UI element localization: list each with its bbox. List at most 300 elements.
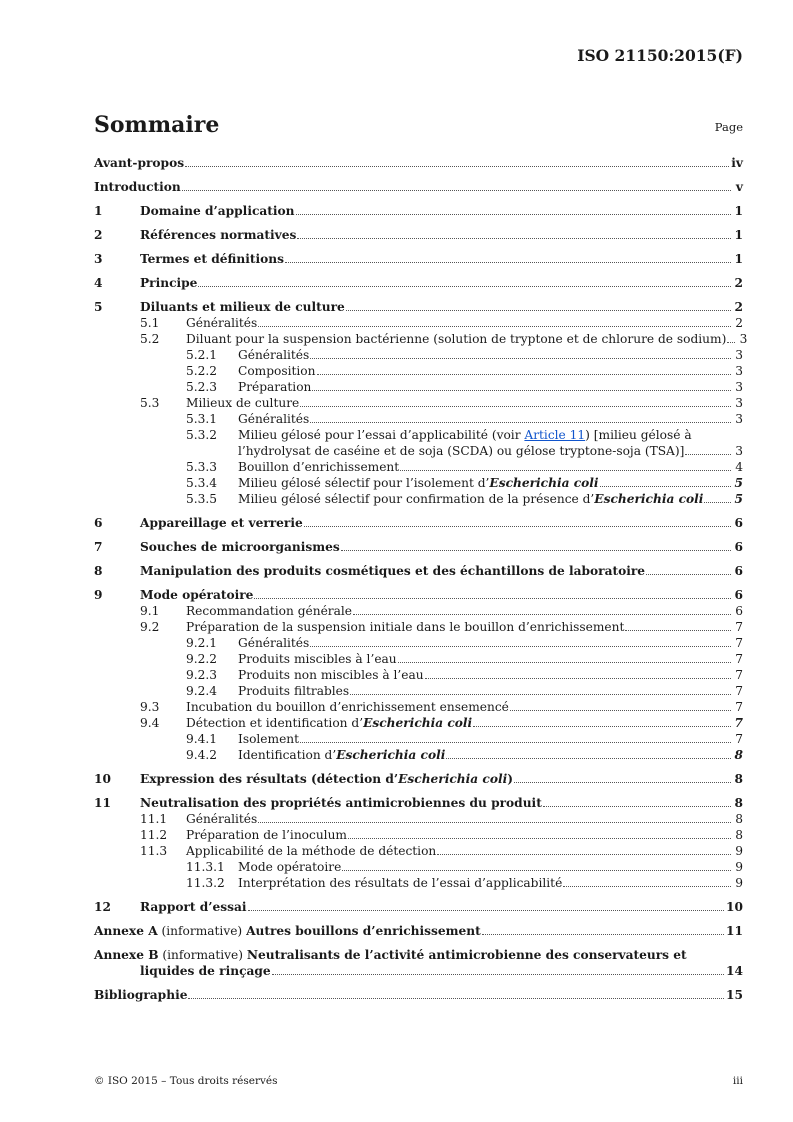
toc-entry-number: 11.3.1 — [186, 860, 225, 874]
toc-entry-line — [186, 843, 743, 859]
toc-entry-number: 9.4.1 — [186, 732, 218, 746]
toc-entry-text-continued: l’hydrolysat de caséine et de soja (SCDA) ou gélose tryptone-soja (TSA)] — [238, 444, 685, 458]
toc-entry[interactable] — [94, 275, 743, 291]
toc-entry[interactable] — [94, 715, 743, 731]
toc-entry-line — [238, 491, 743, 507]
toc-page-number[interactable]: 2 — [735, 316, 743, 330]
dot-leader — [400, 470, 731, 471]
toc-entry-number: 12 — [94, 900, 111, 914]
toc-entry-title — [238, 747, 445, 763]
toc-entry-number: 9.2.2 — [186, 652, 218, 666]
toc-entry-number: 9.2.1 — [186, 636, 218, 650]
dot-leader — [473, 726, 731, 727]
dot-leader — [254, 598, 731, 599]
toc-entry-number: 5.2.1 — [186, 348, 218, 362]
toc-page-number[interactable]: 6 — [734, 564, 743, 578]
toc-entry-text: Diluant pour la suspension bactérienne (solution de tryptone et de chlorure de sodium) — [186, 332, 727, 346]
toc-entry-text: Avant-propos — [94, 156, 185, 170]
toc-entry-text: Bouillon d’enrichissement — [238, 460, 400, 474]
toc-entry-text: Rapport d’essai — [140, 900, 247, 914]
toc-entry-title — [238, 651, 397, 667]
toc-entry-line — [238, 427, 743, 443]
toc-entry-title — [238, 683, 349, 699]
dot-leader — [727, 342, 735, 343]
toc-entry-title — [140, 251, 284, 267]
toc-entry-line — [238, 459, 743, 475]
toc-entry-number: 11.3.2 — [186, 876, 225, 890]
toc-page-number[interactable]: 7 — [735, 684, 743, 698]
toc-entry-title — [238, 475, 599, 491]
toc-entry-number: 9.1 — [140, 604, 160, 618]
dot-leader — [346, 310, 731, 311]
toc-entry-number: 5.2 — [140, 332, 160, 346]
toc-entry-text: Bibliographie — [94, 988, 188, 1002]
toc-entry-title — [140, 771, 513, 787]
toc-entry-line — [94, 179, 743, 195]
toc-entry-number: 5.3 — [140, 396, 160, 410]
annex-title: Neutralisants de l’activité antimicrobienne des conservateurs et — [246, 948, 687, 962]
toc-entry[interactable] — [94, 667, 743, 683]
dot-leader — [185, 166, 729, 167]
toc-entry[interactable] — [94, 651, 743, 667]
toc-entry-text: Produits filtrables — [238, 684, 350, 698]
toc-entry[interactable] — [94, 563, 743, 579]
toc-page-number[interactable]: 9 — [735, 876, 743, 890]
toc-entry-line — [238, 667, 743, 683]
toc-page-number[interactable]: 9 — [735, 860, 743, 874]
toc-entry-number: 5.3.2 — [186, 428, 218, 442]
toc-page-number[interactable]: 1 — [734, 252, 743, 266]
annex-label: Annexe B — [94, 948, 159, 962]
toc-entry-title — [186, 619, 624, 635]
toc-entry[interactable] — [94, 859, 743, 875]
toc-entry-title — [186, 699, 509, 715]
toc-page-number[interactable]: 8 — [735, 828, 743, 842]
dot-leader — [353, 614, 731, 615]
toc-entry-text: ) — [507, 772, 514, 786]
dot-leader — [510, 710, 731, 711]
toc-entry-title — [238, 667, 424, 683]
toc-entry-text: Détection et identification d’ — [186, 716, 364, 730]
toc-entry-text: Manipulation des produits cosmétiques et des échantillons de laboratoire — [140, 564, 646, 578]
toc-entry-text: Principe — [140, 276, 198, 290]
dot-leader — [310, 646, 731, 647]
toc-entry-line — [238, 379, 743, 395]
toc-entry[interactable] — [94, 699, 743, 715]
toc-entry[interactable] — [94, 179, 743, 195]
dot-leader — [310, 358, 731, 359]
toc-page-number[interactable]: 9 — [735, 844, 743, 858]
toc-entry-title — [94, 987, 187, 1003]
toc-page-number[interactable]: 3 — [735, 348, 743, 362]
toc-entry[interactable] — [94, 811, 743, 827]
toc-entry-number: 9.2.3 — [186, 668, 218, 682]
species-name: Escherichia coli — [336, 748, 446, 762]
toc-entry-number: 8 — [94, 564, 103, 578]
table-of-contents — [94, 155, 748, 1003]
toc-entry[interactable] — [94, 899, 743, 915]
annex-note: (informative) — [158, 948, 247, 962]
toc-entry-line — [140, 515, 743, 531]
toc-entry-line — [140, 899, 743, 915]
toc-entry-text: Généralités — [186, 316, 258, 330]
toc-entry-line — [140, 227, 743, 243]
toc-entry-number: 4 — [94, 276, 103, 290]
toc-entry-title — [186, 843, 436, 859]
toc-entry-line — [140, 299, 743, 315]
toc-entry-line — [94, 155, 743, 171]
toc-entry-text: Introduction — [94, 180, 181, 194]
toc-entry-text: Généralités — [238, 636, 310, 650]
toc-entry-line — [186, 619, 743, 635]
toc-entry-number: 9.3 — [140, 700, 160, 714]
toc-entry[interactable] — [94, 251, 743, 267]
toc-entry-number: 10 — [94, 772, 111, 786]
toc-entry-line — [238, 875, 743, 891]
toc-page-number[interactable]: 6 — [734, 516, 743, 530]
toc-entry-text: Termes et définitions — [140, 252, 284, 266]
toc-entry-number: 9.2 — [140, 620, 160, 634]
toc-entry-line — [140, 539, 743, 555]
toc-page-number[interactable]: 3 — [735, 396, 743, 410]
toc-entry-text: Préparation — [238, 380, 312, 394]
toc-entry[interactable] — [94, 587, 743, 603]
toc-entry-text: Produits non miscibles à l’eau — [238, 668, 424, 682]
toc-entry-title — [140, 275, 197, 291]
toc-entry-text: Produits miscibles à l’eau — [238, 652, 397, 666]
toc-entry-text: Préparation de l’inoculum — [186, 828, 347, 842]
toc-entry-line — [238, 475, 743, 491]
toc-entry-title — [140, 587, 253, 603]
toc-entry[interactable] — [94, 539, 743, 555]
toc-page-number[interactable]: 8 — [734, 748, 743, 762]
toc-entry-number: 5.3.1 — [186, 412, 218, 426]
toc-entry-line — [238, 411, 743, 427]
toc-entry-number: 1 — [94, 204, 103, 218]
toc-entry-title — [140, 899, 247, 915]
toc-entry[interactable] — [94, 395, 743, 411]
toc-entry-number: 11 — [94, 796, 111, 810]
toc-entry-title — [94, 923, 481, 939]
toc-page-number[interactable]: 10 — [726, 900, 743, 914]
toc-page-number[interactable]: 8 — [735, 812, 743, 826]
toc-entry-number: 5.1 — [140, 316, 160, 330]
toc-page-number[interactable]: 8 — [734, 796, 743, 810]
toc-entry-text: Isolement — [238, 732, 300, 746]
toc-entry[interactable] — [94, 459, 743, 475]
toc-entry-title — [140, 539, 340, 555]
toc-entry-title — [94, 179, 181, 195]
toc-entry-text: Expression des résultats (détection d’ — [140, 772, 399, 786]
toc-entry-title — [238, 491, 703, 507]
toc-entry-line — [238, 731, 743, 747]
toc-entry-line — [140, 275, 743, 291]
toc-entry-title — [140, 795, 542, 811]
toc-page-number[interactable]: 14 — [726, 964, 743, 978]
toc-entry-text: Applicabilité de la méthode de détection — [186, 844, 437, 858]
toc-entry-number: 11.2 — [140, 828, 168, 842]
toc-page-number[interactable]: 3 — [735, 444, 743, 458]
toc-entry[interactable] — [94, 203, 743, 219]
toc-entry-number: 7 — [94, 540, 103, 554]
dot-leader — [182, 190, 731, 191]
toc-entry-text: Milieu gélosé pour l’essai d’applicabilité (voir — [238, 428, 525, 442]
toc-entry-title — [238, 459, 399, 475]
toc-entry-text: Neutralisation des propriétés antimicrobiennes du produit — [140, 796, 542, 810]
dot-leader — [310, 422, 731, 423]
toc-entry[interactable] — [94, 635, 743, 651]
toc-page-number[interactable]: 3 — [735, 364, 743, 378]
toc-entry-line — [186, 699, 743, 715]
toc-entry-line — [140, 203, 743, 219]
toc-entry-line — [186, 827, 743, 843]
toc-page-number[interactable]: 2 — [734, 300, 743, 314]
dot-leader — [300, 742, 731, 743]
document-reference: ISO 21150:2015(F) — [577, 46, 743, 65]
toc-entry-text: Milieu gélosé sélectif pour confirmation de la présence d’ — [238, 492, 595, 506]
toc-page-number[interactable]: 7 — [735, 636, 743, 650]
toc-entry-line — [238, 347, 743, 363]
toc-entry-number: 5.2.3 — [186, 380, 218, 394]
dot-leader — [304, 526, 731, 527]
toc-entry[interactable] — [94, 379, 743, 395]
toc-entry-number: 9.4 — [140, 716, 160, 730]
toc-entry-number: 5.3.3 — [186, 460, 218, 474]
toc-entry-number: 5.2.2 — [186, 364, 218, 378]
toc-entry-line — [140, 771, 743, 787]
toc-page-number[interactable]: 6 — [734, 540, 743, 554]
toc-entry-line — [140, 963, 743, 979]
toc-entry-title — [238, 363, 316, 379]
annex-label: Annexe A — [94, 924, 158, 938]
toc-entry[interactable] — [94, 987, 743, 1003]
toc-entry-title — [238, 875, 562, 891]
toc-entry-number: 9.2.4 — [186, 684, 218, 698]
toc-entry-title — [186, 315, 257, 331]
toc-entry[interactable] — [94, 347, 743, 363]
toc-entry-line — [94, 947, 743, 963]
dot-leader — [341, 550, 731, 551]
species-name: Escherichia coli — [489, 476, 599, 490]
toc-page-number[interactable]: iv — [731, 156, 743, 170]
toc-entry-title — [238, 635, 309, 651]
toc-entry-line — [140, 587, 743, 603]
toc-entry-text: Incubation du bouillon d’enrichissement ensemencé — [186, 700, 509, 714]
toc-entry-number: 6 — [94, 516, 103, 530]
dot-leader — [248, 910, 724, 911]
toc-page-number[interactable]: 7 — [735, 700, 743, 714]
toc-entry-title — [186, 331, 726, 347]
toc-entry-number: 3 — [94, 252, 103, 266]
toc-entry-text: Généralités — [238, 348, 310, 362]
toc-entry[interactable] — [94, 299, 743, 315]
dot-leader — [188, 998, 724, 999]
toc-entry-title — [140, 563, 645, 579]
toc-page-number[interactable]: 6 — [734, 588, 743, 602]
toc-entry-line — [238, 363, 743, 379]
toc-entry[interactable] — [94, 875, 743, 891]
toc-page-number[interactable]: 7 — [735, 620, 743, 634]
footer-copyright: © ISO 2015 – Tous droits réservés — [94, 1075, 278, 1087]
toc-entry-text: Généralités — [238, 412, 310, 426]
toc-entry-number: 5.3.5 — [186, 492, 218, 506]
dot-leader — [258, 326, 731, 327]
toc-entry-number: 2 — [94, 228, 103, 242]
dot-leader — [198, 286, 731, 287]
toc-entry-text: Recommandation générale — [186, 604, 352, 618]
toc-entry-text: Milieu gélosé sélectif pour l’isolement d’ — [238, 476, 490, 490]
toc-entry[interactable] — [94, 947, 743, 979]
article-11-link[interactable]: Article 11 — [524, 428, 586, 442]
toc-page-number[interactable]: 3 — [735, 412, 743, 426]
toc-entry-text: Identification d’ — [238, 748, 337, 762]
toc-entry[interactable] — [94, 363, 743, 379]
dot-leader — [425, 678, 731, 679]
toc-entry[interactable] — [94, 515, 743, 531]
toc-entry[interactable] — [94, 731, 743, 747]
toc-entry-text: Souches de microorganismes — [140, 540, 340, 554]
toc-entry-text: Domaine d’application — [140, 204, 295, 218]
toc-page-number[interactable]: 5 — [734, 492, 743, 506]
dot-leader — [297, 238, 731, 239]
toc-entry-line — [238, 651, 743, 667]
dot-leader — [704, 502, 731, 503]
dot-leader — [258, 822, 731, 823]
footer-page-number: iii — [732, 1075, 743, 1087]
annex-note: (informative) — [157, 924, 247, 938]
toc-entry[interactable] — [94, 827, 743, 843]
toc-entry-title — [238, 427, 692, 443]
toc-entry-text: Milieux de culture — [186, 396, 300, 410]
dot-leader — [437, 854, 731, 855]
toc-entry-text: Mode opératoire — [238, 860, 342, 874]
annex-title: Autres bouillons d’enrichissement — [246, 924, 481, 938]
dot-leader — [514, 782, 731, 783]
dot-leader — [625, 630, 731, 631]
dot-leader — [646, 574, 731, 575]
toc-entry[interactable] — [94, 747, 743, 763]
toc-entry[interactable] — [94, 155, 743, 171]
toc-entry-line — [238, 443, 743, 459]
toc-entry-title — [186, 827, 347, 843]
toc-page-number[interactable]: 7 — [735, 732, 743, 746]
toc-entry-title — [186, 603, 352, 619]
toc-entry[interactable] — [94, 315, 743, 331]
dot-leader — [272, 974, 724, 975]
toc-entry-number: 9 — [94, 588, 103, 602]
dot-leader — [300, 406, 731, 407]
toc-entry-title — [238, 411, 309, 427]
toc-entry[interactable] — [94, 603, 743, 619]
toc-entry[interactable] — [94, 771, 743, 787]
toc-entry-text: Préparation de la suspension initiale dans le bouillon d’enrichissement — [186, 620, 625, 634]
toc-entry[interactable] — [94, 843, 743, 859]
toc-entry-text: Appareillage et verrerie — [140, 516, 303, 530]
species-name: Escherichia coli — [363, 716, 473, 730]
toc-entry-line — [140, 563, 743, 579]
toc-page-number[interactable]: 1 — [734, 228, 743, 242]
toc-entry-line — [238, 747, 743, 763]
toc-page-number[interactable]: 1 — [734, 204, 743, 218]
toc-page-number[interactable]: 7 — [735, 668, 743, 682]
toc-page-number[interactable]: 4 — [735, 460, 743, 474]
toc-page-number[interactable]: 7 — [734, 716, 743, 730]
toc-entry-text: Composition — [238, 364, 316, 378]
page-title: Sommaire — [94, 112, 220, 138]
toc-entry-line — [238, 635, 743, 651]
toc-entry[interactable] — [94, 227, 743, 243]
toc-page-number[interactable]: v — [735, 180, 743, 194]
toc-entry-text: Mode opératoire — [140, 588, 254, 602]
toc-entry-line — [186, 315, 743, 331]
toc-entry-line — [94, 923, 743, 939]
toc-entry[interactable] — [94, 683, 743, 699]
toc-entry-line — [186, 603, 743, 619]
toc-page-number[interactable]: 3 — [739, 332, 748, 346]
toc-entry-text: Généralités — [186, 812, 258, 826]
toc-entry-title — [186, 811, 257, 827]
toc-entry-line — [186, 715, 743, 731]
toc-entry-title — [238, 347, 309, 363]
dot-leader — [482, 934, 724, 935]
toc-entry-title — [94, 155, 184, 171]
toc-entry-line — [140, 251, 743, 267]
toc-entry-text: Interprétation des résultats de l’essai d’applicabilité — [238, 876, 563, 890]
toc-page-number[interactable]: 6 — [735, 604, 743, 618]
species-name: Escherichia coli — [594, 492, 704, 506]
page-column-label: Page — [714, 120, 743, 134]
toc-page-number[interactable]: 11 — [726, 924, 743, 938]
toc-entry[interactable] — [94, 923, 743, 939]
toc-entry-number: 11.3 — [140, 844, 168, 858]
toc-entry[interactable] — [94, 795, 743, 811]
dot-leader — [600, 486, 731, 487]
toc-entry-title — [238, 731, 299, 747]
toc-entry-text: ) [milieu gélosé à — [585, 428, 692, 442]
toc-entry-title — [238, 859, 341, 875]
toc-entry[interactable] — [94, 475, 743, 491]
toc-entry-line — [140, 795, 743, 811]
toc-entry-title — [94, 947, 687, 963]
dot-leader — [342, 870, 731, 871]
toc-entry-title — [140, 515, 303, 531]
dot-leader — [398, 662, 731, 663]
dot-leader — [296, 214, 731, 215]
toc-page-number[interactable]: 2 — [734, 276, 743, 290]
toc-page-number[interactable]: 15 — [726, 988, 743, 1002]
toc-page-number[interactable]: 3 — [735, 380, 743, 394]
toc-page-number[interactable]: 5 — [734, 476, 743, 490]
dot-leader — [685, 454, 731, 455]
toc-entry-title — [140, 203, 295, 219]
toc-entry-line — [238, 683, 743, 699]
toc-entry[interactable] — [94, 411, 743, 427]
toc-page-number[interactable]: 7 — [735, 652, 743, 666]
dot-leader — [348, 838, 731, 839]
toc-page-number[interactable]: 8 — [734, 772, 743, 786]
toc-entry-number: 5 — [94, 300, 103, 314]
toc-entry-title — [186, 395, 299, 411]
toc-entry[interactable] — [94, 331, 748, 347]
toc-entry[interactable] — [94, 427, 743, 459]
dot-leader — [446, 758, 731, 759]
dot-leader — [563, 886, 731, 887]
toc-entry[interactable] — [94, 491, 743, 507]
dot-leader — [350, 694, 731, 695]
toc-entry-line — [238, 859, 743, 875]
toc-entry[interactable] — [94, 619, 743, 635]
toc-entry-line — [94, 987, 743, 1003]
